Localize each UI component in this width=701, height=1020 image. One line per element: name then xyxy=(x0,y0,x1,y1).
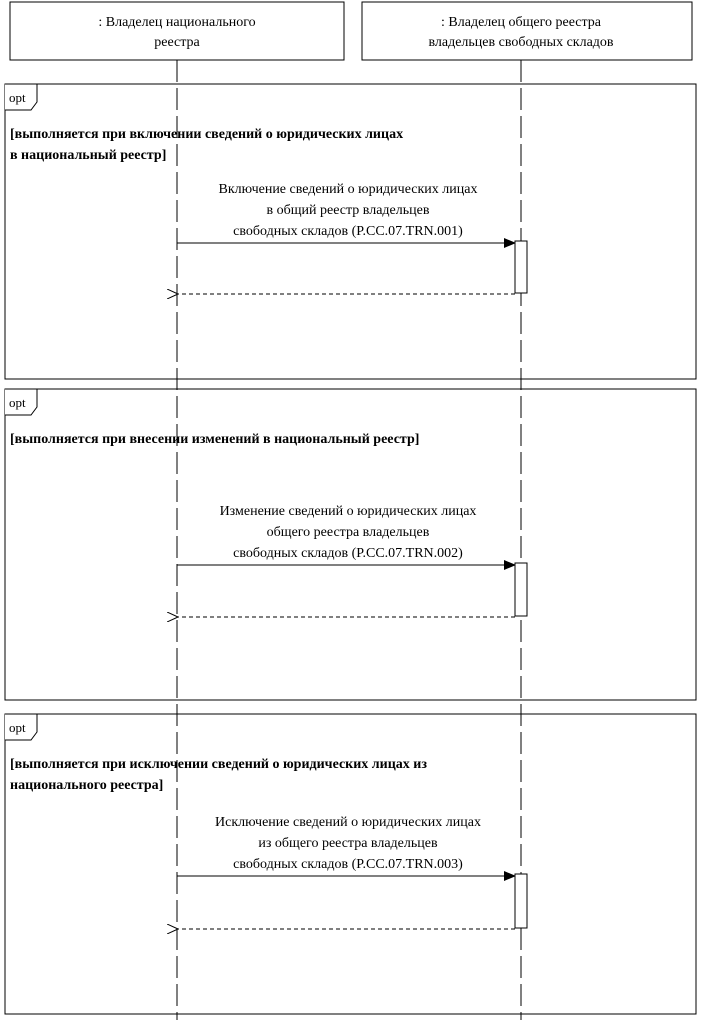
guard-condition-line: национального реестра] xyxy=(10,778,164,793)
opt-fragment-3 xyxy=(5,714,696,1014)
message-label-line: Включение сведений о юридических лицах xyxy=(218,182,478,197)
participant-label-line: владельцев свободных складов xyxy=(428,35,614,50)
message-label-line: свободных складов (P.CC.07.TRN.001) xyxy=(233,224,463,239)
fragment-operator-label: opt xyxy=(9,720,26,735)
message-label-line: свободных складов (P.CC.07.TRN.002) xyxy=(233,546,463,561)
activation-bar xyxy=(515,563,527,616)
message-label-line: из общего реестра владельцев xyxy=(258,836,438,851)
guard-condition-line: [выполняется при включении сведений о юридических лицах xyxy=(10,127,404,142)
participant-common-registry xyxy=(362,2,692,60)
guard-condition-line: [выполняется при исключении сведений о юридических лицах из xyxy=(10,757,427,772)
message-label-line: Изменение сведений о юридических лицах xyxy=(219,504,477,519)
guard-condition-line: в национальный реестр] xyxy=(10,148,167,163)
opt-fragment-1 xyxy=(5,84,696,379)
participant-label-line: : Владелец национального xyxy=(98,15,256,30)
fragment-operator-label: opt xyxy=(9,90,26,105)
activation-bar xyxy=(515,241,527,293)
participant-label-line: реестра xyxy=(154,35,200,50)
message-label-line: свободных складов (P.CC.07.TRN.003) xyxy=(233,857,463,872)
message-label-line: в общий реестр владельцев xyxy=(266,203,430,218)
message-label-line: общего реестра владельцев xyxy=(266,525,430,540)
participant-label-line: : Владелец общего реестра xyxy=(441,15,601,30)
message-label-line: Исключение сведений о юридических лицах xyxy=(215,815,481,830)
fragment-operator-label: opt xyxy=(9,395,26,410)
activation-bar xyxy=(515,874,527,928)
participant-national-registry xyxy=(10,2,344,60)
guard-condition-line: [выполняется при внесении изменений в национальный реестр] xyxy=(10,432,420,447)
opt-fragment-2 xyxy=(5,389,696,700)
